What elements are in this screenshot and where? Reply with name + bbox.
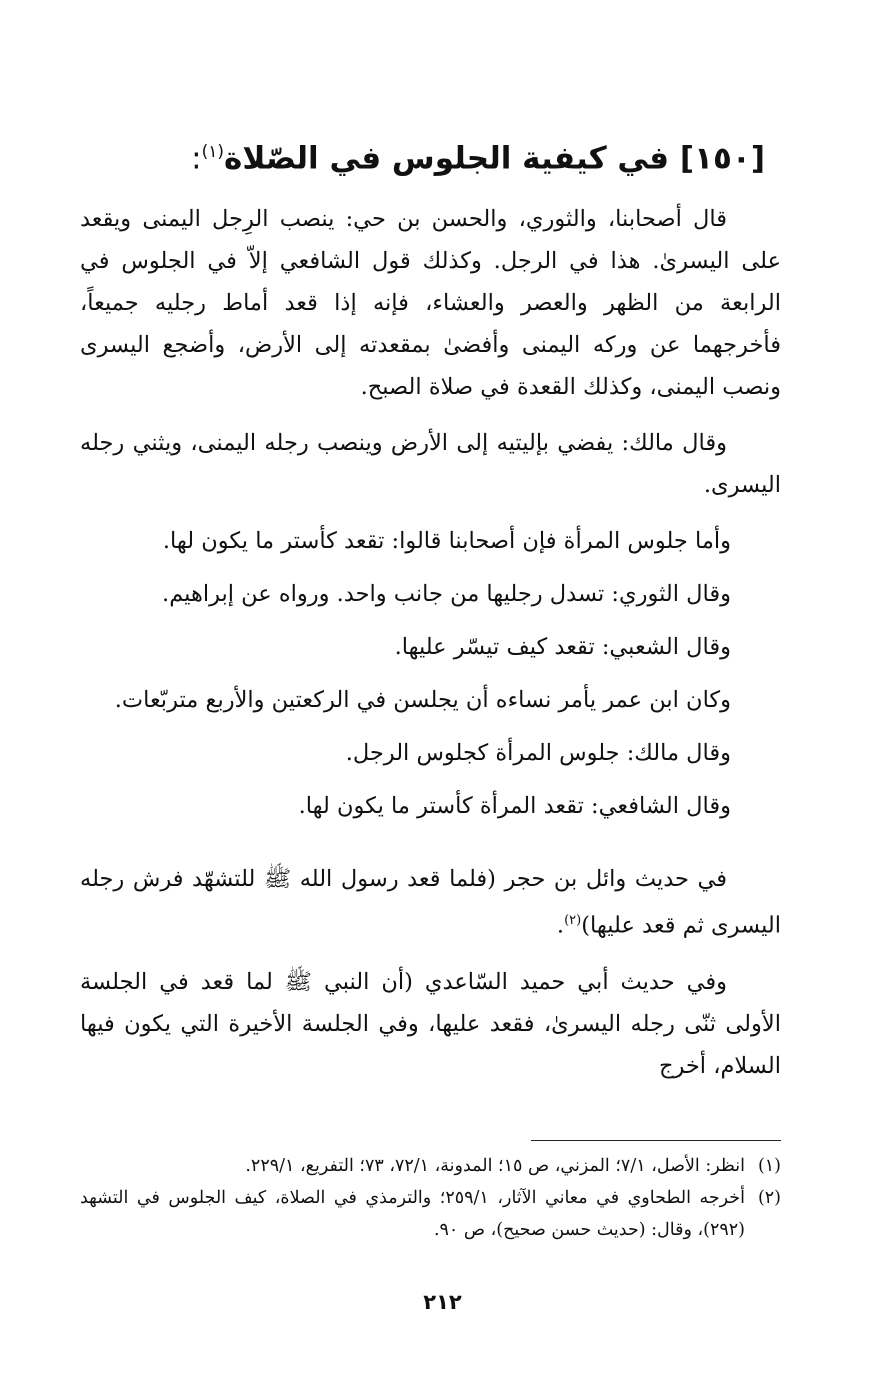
footnote-number: (٢) — [757, 1188, 781, 1208]
footnote-separator — [531, 1140, 781, 1141]
footnote-1 — [80, 1150, 781, 1182]
paragraph-maliki-view: وقال مالك: يفضي بإليتيه إلى الأرض وينصب رجله اليمنى، ويثني رجله اليسرى. — [80, 430, 781, 498]
hadith-wail-end: . — [556, 912, 565, 939]
quote-line-women-sitting: وأما جلوس المرأة فإن أصحابنا قالوا: تقعد كأستر ما يكون لها. — [162, 528, 731, 554]
quote-line-shabi: وقال الشعبي: تقعد كيف تيسّر عليها. — [394, 634, 731, 660]
hadith-wail-text: في حديث وائل بن حجر (فلما قعد رسول الله ﷺ للتشهّد فرش رجله اليسرى ثم قعد عليها) — [80, 866, 781, 939]
footnote-text: أخرجه الطحاوي في معاني الآثار، ٢٥٩/١؛ والترمذي في الصلاة، كيف الجلوس في التشهد (٢٩٢)، وقال: (حديث حسن صحيح)، ص ٩٠. — [80, 1188, 745, 1240]
section-heading — [80, 128, 765, 182]
footnote-2 — [80, 1182, 781, 1246]
quote-line-shafii: وقال الشافعي: تقعد المرأة كأستر ما يكون لها. — [298, 793, 731, 819]
main-text — [80, 198, 781, 1087]
page-number: ٢١٢ — [423, 1290, 462, 1314]
section-number: [١٥٠] — [679, 140, 765, 177]
footnotes — [80, 1150, 781, 1246]
paragraph-hanafi-view: قال أصحابنا، والثوري، والحسن بن حي: ينصب الرِجل اليمنى ويقعد على اليسرىٰ. هذا في الرجل. وكذلك قول الشافعي إلاّ في الجلوس في الرابعة من الظهر والعصر والعشاء، فإنه إذا قعد أماط رجليه جميعاً، فأخرجهما عن وركه اليمنى وأفضىٰ بمقعدته إلى الأرض، وأضجع اليسرى ونصب اليمنى، وكذلك القعدة في صلاة الصبح. — [80, 206, 781, 400]
paragraph-hadith-wail — [80, 858, 781, 947]
quote-line-malik: وقال مالك: جلوس المرأة كجلوس الرجل. — [345, 740, 731, 766]
quote-line-ibn-umar: وكان ابن عمر يأمر نساءه أن يجلسن في الركعتين والأربع متربّعات. — [114, 687, 731, 713]
footnote-text: انظر: الأصل، ٧/١؛ المزني، ص ١٥؛ المدونة، ٧٢/١، ٧٣؛ التفريع، ٢٢٩/١. — [245, 1156, 745, 1176]
hadith-wail-footnote-ref[interactable]: (٢) — [564, 913, 582, 928]
section-title: في كيفية الجلوس في الصّلاة — [224, 140, 670, 177]
heading-footnote-ref[interactable]: (١) — [201, 142, 225, 162]
footnote-number: (١) — [757, 1156, 781, 1176]
quote-line-thawri: وقال الثوري: تسدل رجليها من جانب واحد. ورواه عن إبراهيم. — [162, 581, 731, 607]
paragraph-hadith-abu-humaid: وفي حديث أبي حميد السّاعدي (أن النبي ﷺ لما قعد في الجلسة الأولى ثنّى رجله اليسرىٰ، فقعد عليها، وفي الجلسة الأخيرة التي يكون فيها السلام، أخرج — [80, 968, 781, 1079]
heading-colon: : — [191, 140, 202, 177]
